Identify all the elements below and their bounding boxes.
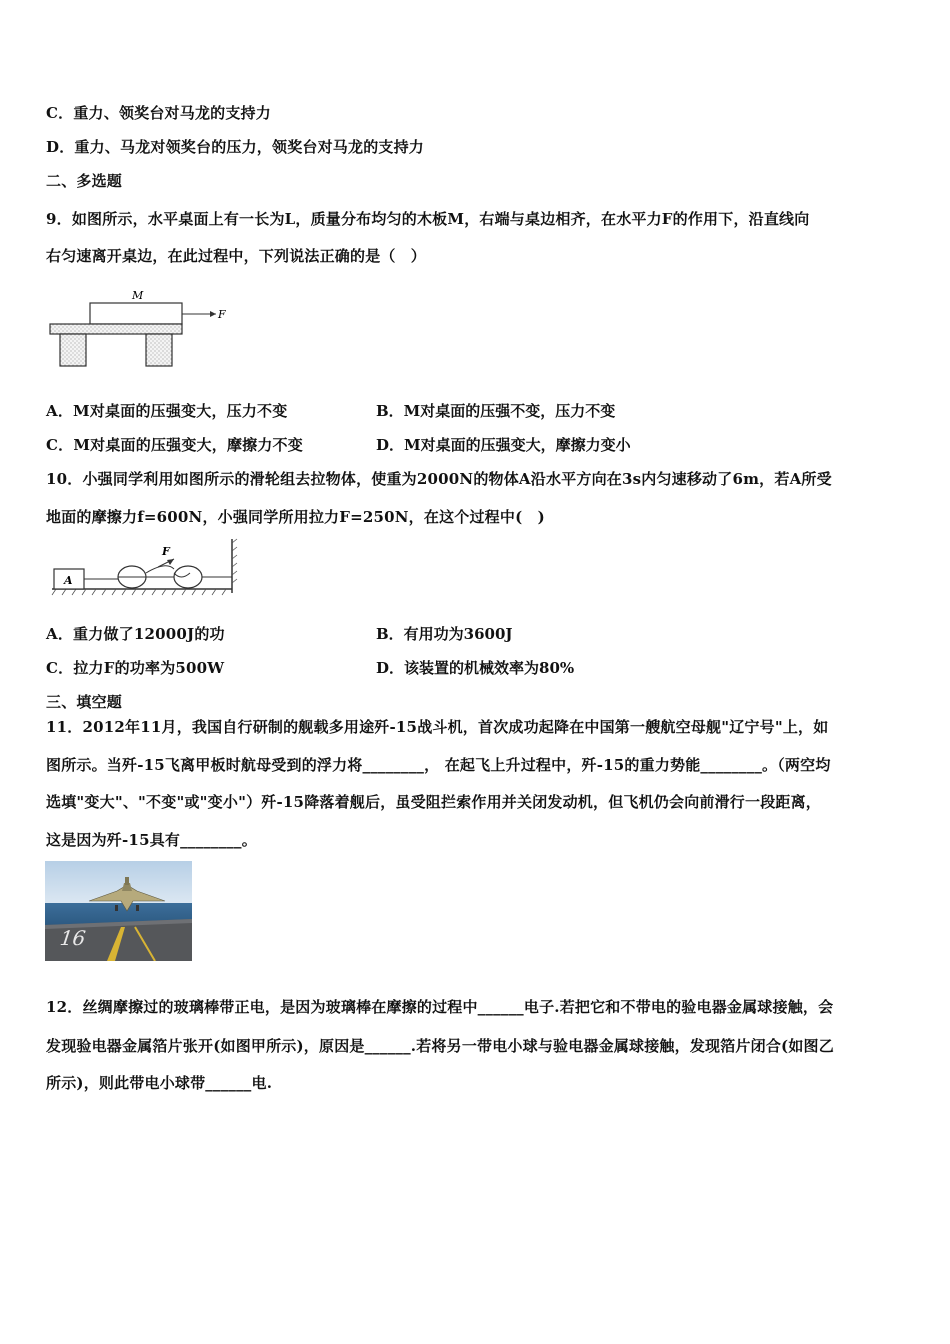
q12-stem-line-3: 所示)，则此带电小球带______电. (46, 1074, 273, 1092)
q9-option-a: A．M对桌面的压强变大，压力不变 (46, 402, 288, 420)
board-m-label: M (132, 289, 144, 302)
force-f-label: F (218, 308, 226, 321)
q9-option-b: B．M对桌面的压强不变，压力不变 (376, 402, 616, 420)
object-a-label: A (64, 574, 73, 587)
q10-pulley-system-figure (46, 537, 242, 599)
q10-stem-line-2: 地面的摩擦力f=600N，小强同学所用拉力F=250N，在这个过程中( ) (46, 508, 545, 526)
q10-option-a: A．重力做了12000J的功 (46, 625, 225, 643)
q10-option-d: D．该装置的机械效率为80% (376, 659, 575, 677)
board-m-shape (90, 303, 182, 324)
q8-option-d: D．重力、马龙对领奖台的压力，领奖台对马龙的支持力 (46, 138, 425, 156)
q11-stem-line-3: 选填"变大"、"不变"或"变小"）歼-15降落着舰后，虽受阻拦索作用并关闭发动机，但飞机仍会向前滑行一段距离， (46, 793, 821, 811)
q10-option-c: C．拉力F的功率为500W (46, 659, 225, 677)
table-leg-right (146, 334, 172, 366)
q9-option-c: C．M对桌面的压强变大，摩擦力不变 (46, 436, 303, 454)
q8-option-c: C．重力、领奖台对马龙的支持力 (46, 104, 271, 122)
section-multiple-choice-heading: 二、多选题 (46, 172, 123, 190)
q9-board-on-table-figure (46, 286, 246, 370)
q9-option-d: D．M对桌面的压强变大，摩擦力变小 (376, 436, 631, 454)
q11-stem-line-4: 这是因为歼-15具有________。 (46, 831, 257, 849)
q11-stem-line-2: 图所示。当歼-15飞离甲板时航母受到的浮力将________， 在起飞上升过程中，歼-15的重力势能________。（两空均 (46, 756, 831, 774)
q10-option-b: B．有用功为3600J (376, 625, 513, 643)
q11-carrier-jet-photo (45, 861, 192, 961)
q9-stem-line-2: 右匀速离开桌边，在此过程中，下列说法正确的是（ ） (46, 247, 427, 265)
q12-stem-line-1: 12．丝绸摩擦过的玻璃棒带正电，是因为玻璃棒在摩擦的过程中______电子.若把它和不带电的验电器金属球接触，会 (46, 998, 834, 1016)
table-top (50, 324, 182, 334)
q9-stem-line-1: 9．如图所示，水平桌面上有一长为L，质量分布均匀的木板M，右端与桌边相齐，在水平力F的作用下，沿直线向 (46, 210, 810, 228)
force-f-label: F (162, 545, 170, 558)
deck-number: 16 (56, 926, 90, 950)
section-fill-blank-heading: 三、填空题 (46, 693, 123, 711)
q12-stem-line-2: 发现验电器金属箔片张开(如图甲所示)，原因是______.若将另一带电小球与验电器金属球接触，发现箔片闭合(如图乙 (46, 1037, 834, 1055)
fixed-pulley (174, 566, 202, 588)
table-leg-left (60, 334, 86, 366)
q11-stem-line-1: 11．2012年11月，我国自行研制的舰载多用途歼-15战斗机，首次成功起降在中国第一艘航空母舰"辽宁号"上，如 (46, 718, 829, 736)
q10-stem-line-1: 10．小强同学利用如图所示的滑轮组去拉物体，使重为2000N的物体A沿水平方向在3s内匀速移动了6m，若A所受 (46, 470, 832, 488)
